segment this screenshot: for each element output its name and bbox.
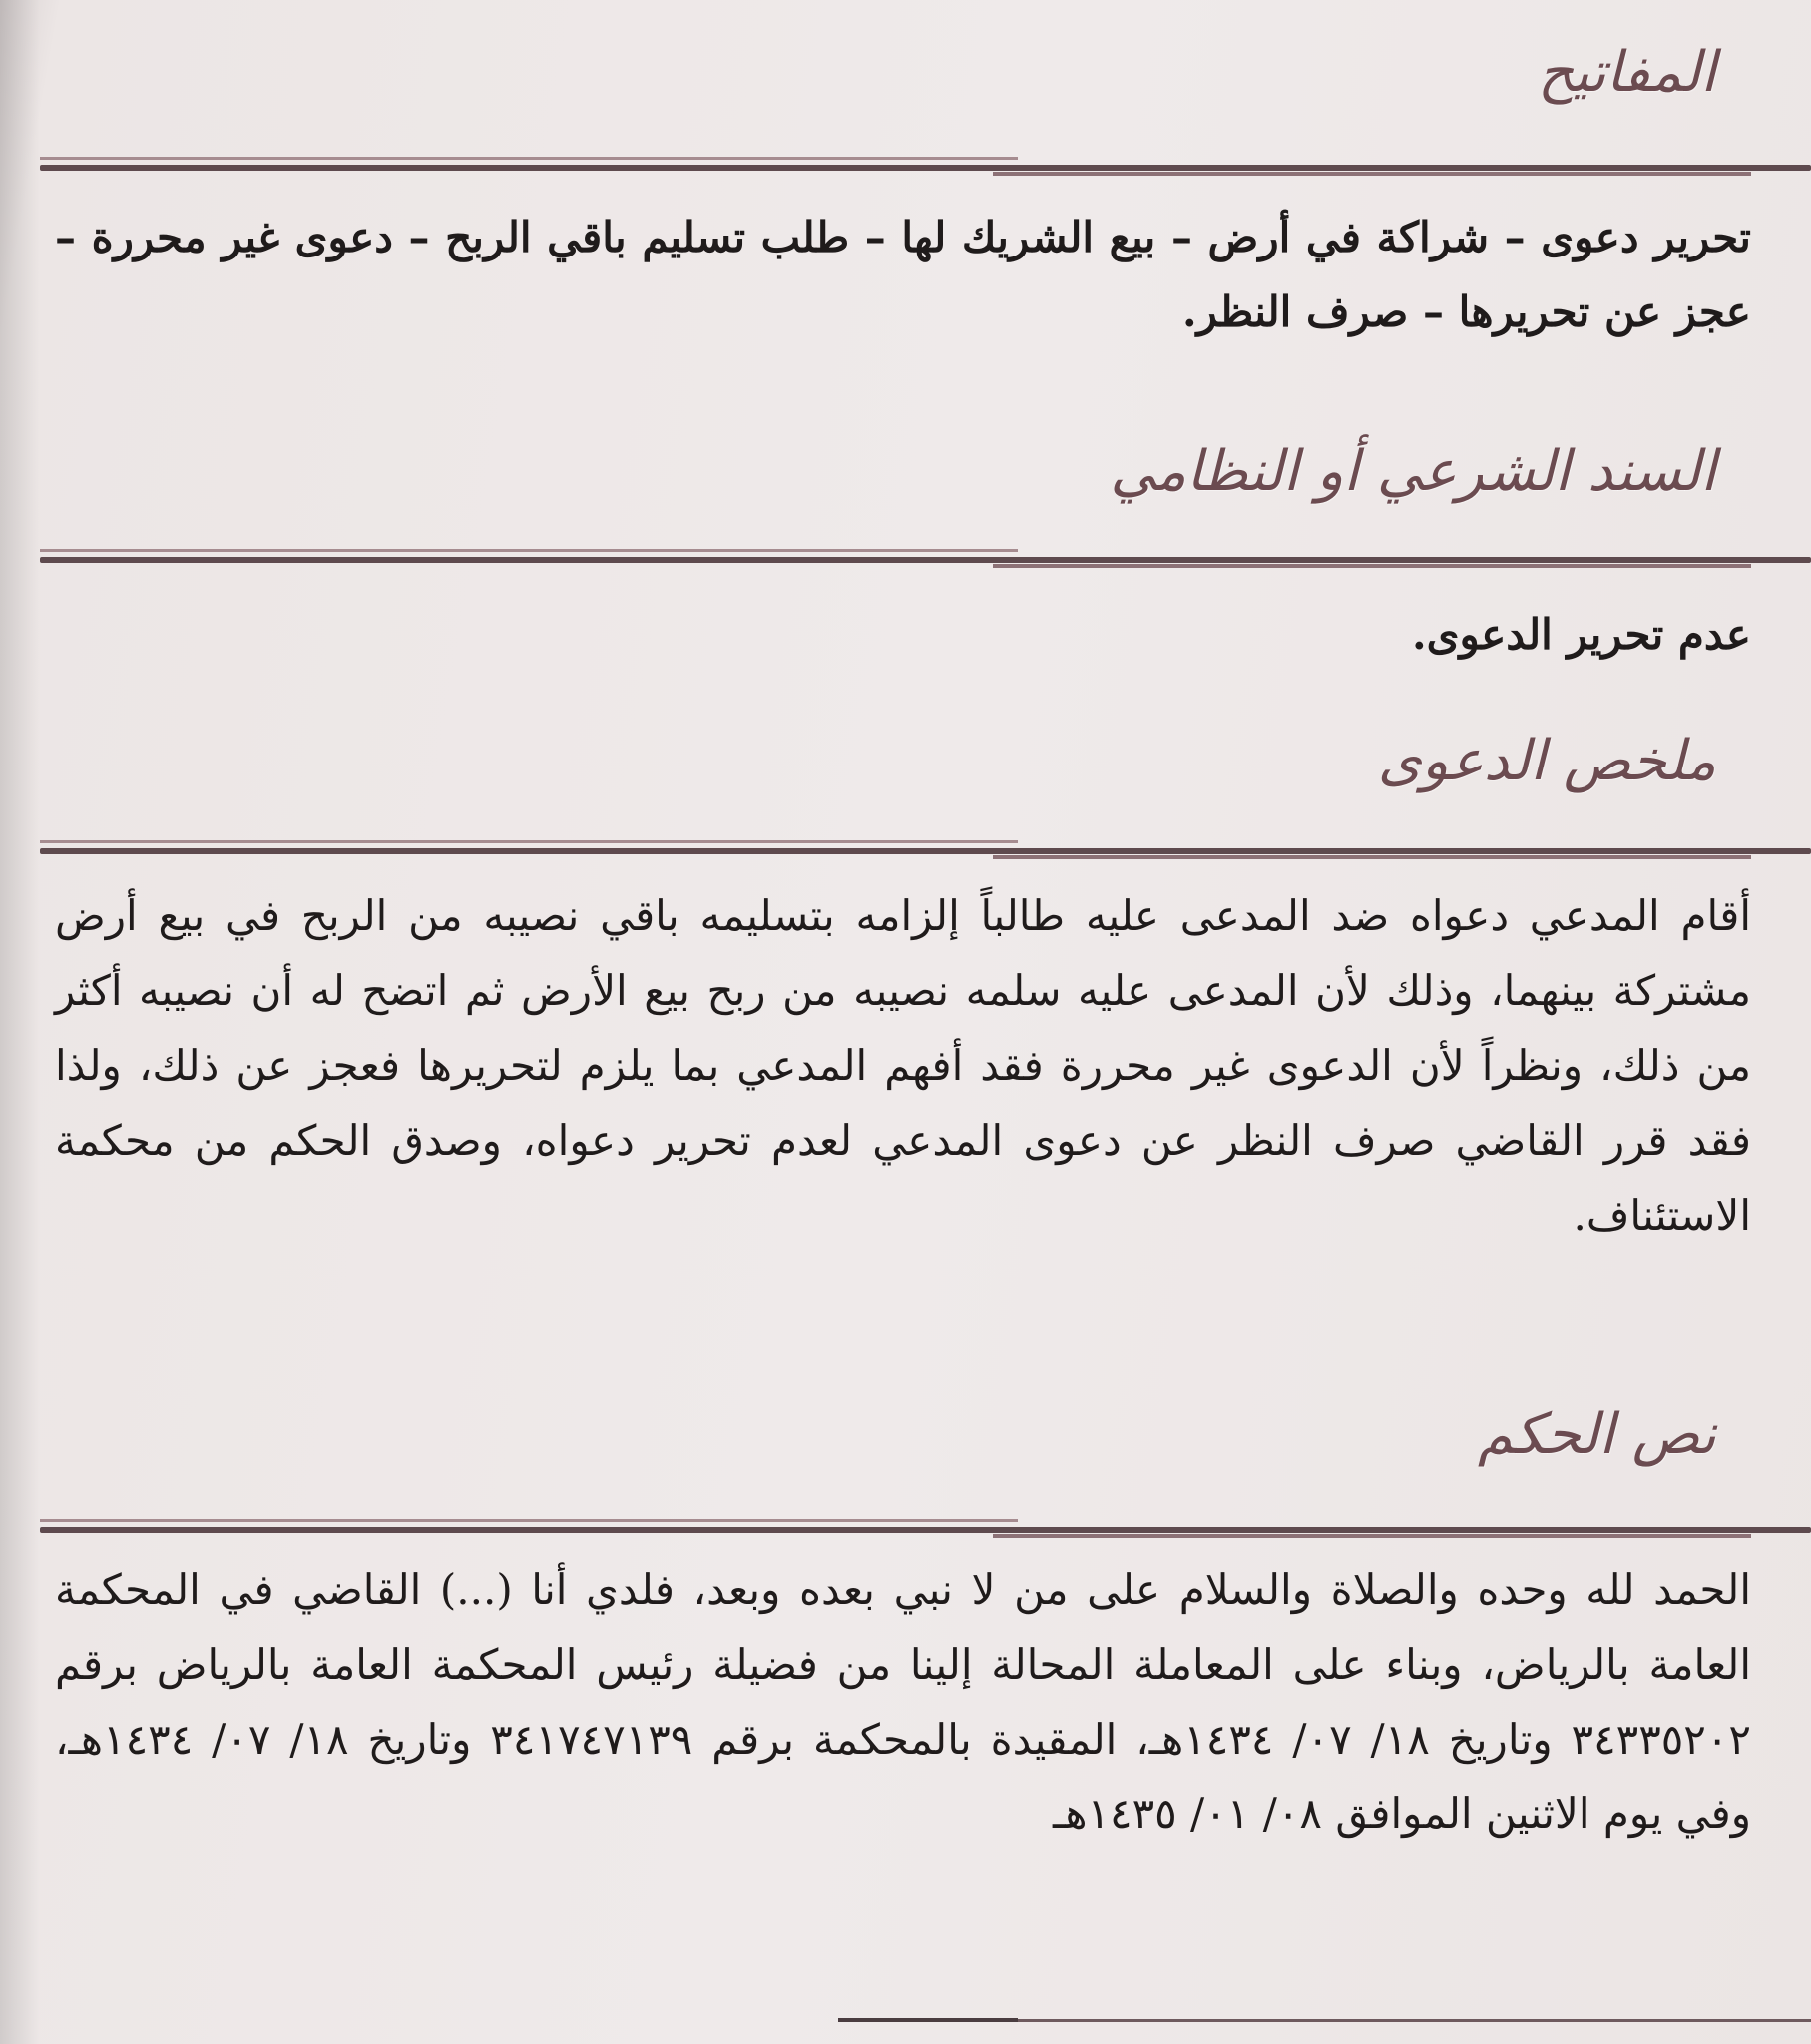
divider-accent-line <box>40 840 1018 843</box>
divider-accent-line <box>993 855 1751 859</box>
divider-main-line <box>40 848 1811 854</box>
divider-accent-line <box>993 172 1751 176</box>
case-summary-divider <box>40 848 1811 862</box>
divider-accent-line <box>993 1534 1751 1538</box>
case-summary-text: أقام المدعي دعواه ضد المدعى عليه طالباً إلزامه بتسليمه باقي نصيبه من الربح في بيع أرض مشتركة بينهما، وذلك لأن المدعى عليه سلمه نصيبه من ربح بيع الأرض ثم اتضح له أن نصيبه أكثر من ذلك، ونظراً لأن الدعوى غير محررة فقد أفهم المدعي بما يلزم لتحريرها فعجز عن ذلك، ولذا فقد قرر القاضي صرف النظر عن دعوى المدعي لعدم تحرير دعواه، وصدق الحكم من محكمة الاستئناف. <box>55 891 1751 1240</box>
page-number-mark <box>838 2018 1018 2044</box>
judgment-divider <box>40 1527 1811 1541</box>
legal-basis-title: السند الشرعي أو النظامي <box>1110 439 1716 504</box>
footer-rule <box>993 2019 1811 2022</box>
keywords-title: المفاتيح <box>1537 40 1716 105</box>
legal-basis-divider <box>40 557 1811 571</box>
case-summary-title: ملخص الدعوى <box>1377 729 1716 793</box>
legal-basis-text: عدم تحرير الدعوى. <box>1412 610 1751 659</box>
divider-accent-line <box>40 549 1018 552</box>
judgment-title: نص الحكم <box>1478 1402 1716 1467</box>
divider-main-line <box>40 165 1811 171</box>
divider-main-line <box>40 557 1811 563</box>
judgment-text: الحمد لله وحده والصلاة والسلام على من لا نبي بعده وبعد، فلدي أنا (...) القاضي في المحكمة العامة بالرياض، وبناء على المعاملة المحالة إلينا من فضيلة رئيس المحكمة العامة بالرياض برقم ٣٤٣٣٥٢٠٢ وتاريخ ١٨/ ٠٧/ ١٤٣٤هـ، المقيدة بالمحكمة برقم ٣٤١٧٤٧١٣٩ وتاريخ ١٨/ ٠٧/ ١٤٣٤هـ، وفي يوم الاثنين الموافق ٠٨/ ٠١/ ١٤٣٥هـ <box>55 1565 1751 1838</box>
page-gutter-shadow <box>0 0 40 2044</box>
divider-accent-line <box>993 564 1751 568</box>
divider-accent-line <box>40 157 1018 160</box>
divider-accent-line <box>40 1519 1018 1522</box>
keywords-divider <box>40 165 1811 179</box>
keywords-text: تحرير دعوى – شراكة في أرض – بيع الشريك لها – طلب تسليم باقي الربح – دعوى غير محررة – عجز عن تحريرها – صرف النظر. <box>55 213 1751 336</box>
divider-main-line <box>40 1527 1811 1533</box>
